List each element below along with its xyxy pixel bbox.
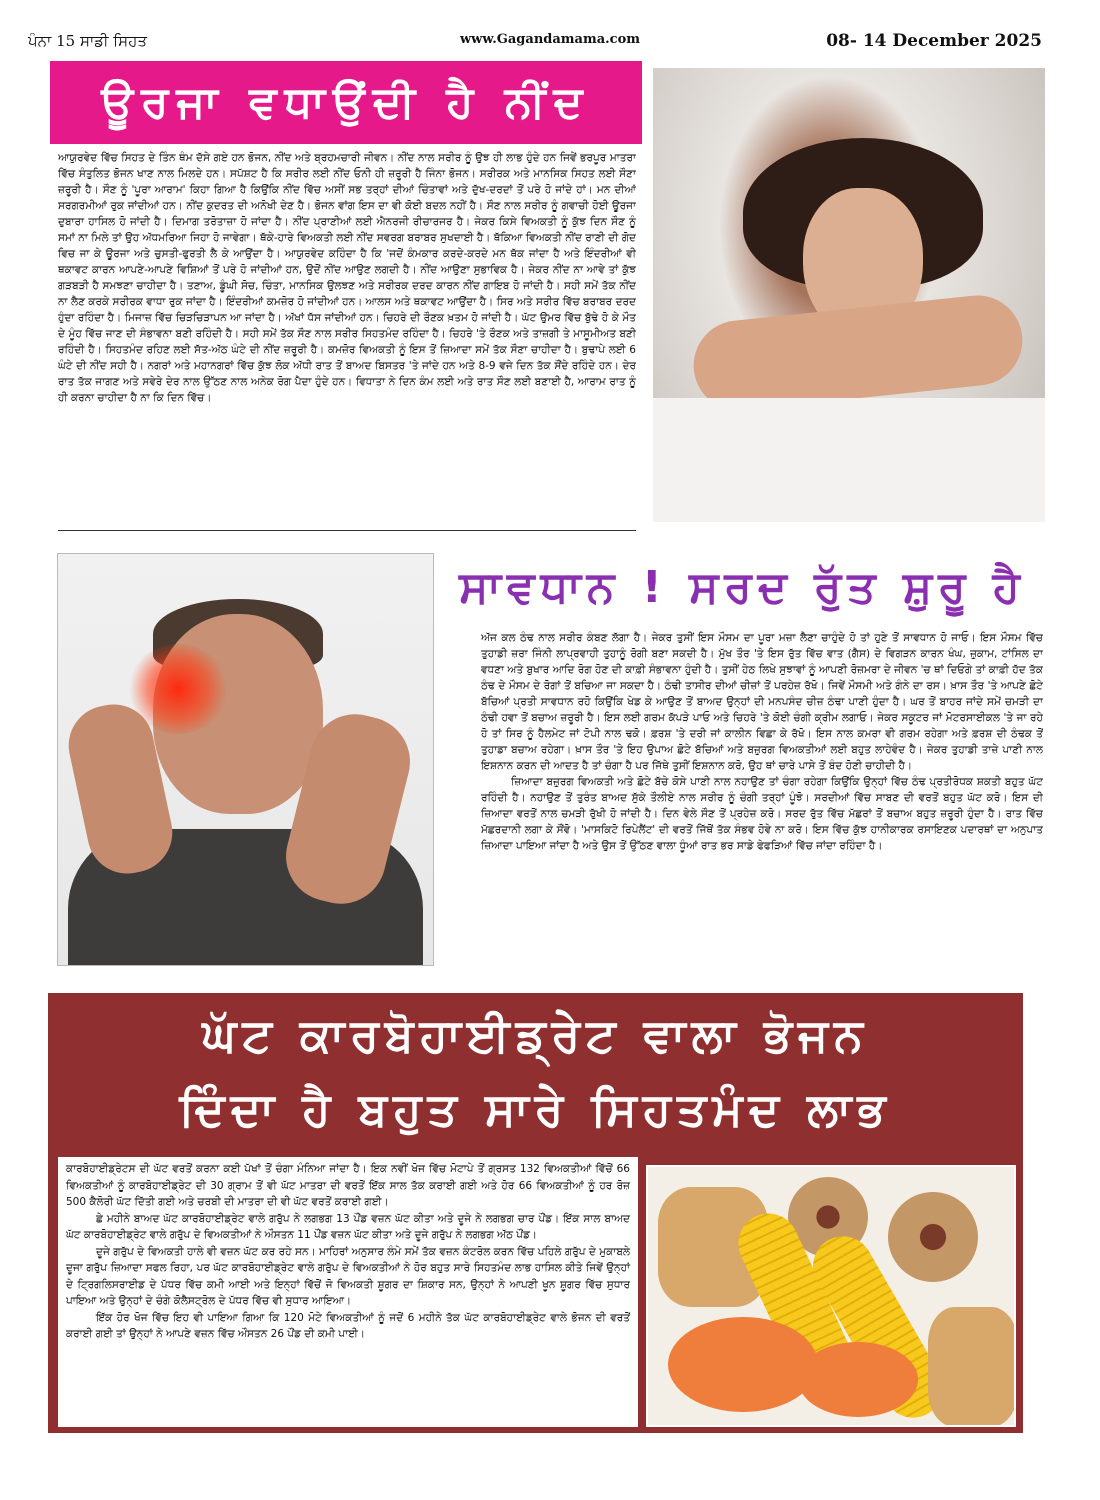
article3-para1: ਕਾਰਬੋਹਾਈਡ੍ਰੇਟਸ ਦੀ ਘੱਟ ਵਰਤੋਂ ਕਰਨਾ ਕਈ ਪੱਖਾਂ ਤੋਂ ਚੰਗਾ ਮੰਨਿਆ ਜਾਂਦਾ ਹੈ। ਇਕ ਨਵੀਂ ਖੋਜ ਵਿੱਚ ਮੋਟਾਪੇ ਤੋਂ ਗ੍ਰਸਤ 132 ਵਿਅਕਤੀਆਂ ਵਿੱਚੋਂ 66 ਵਿਅਕਤੀਆਂ ਨੂੰ ਕਾਰਬੋਹਾਈਡ੍ਰੇਟ ਦੀ 30 ਗ੍ਰਾਮ ਤੋਂ ਵੀ ਘੱਟ ਮਾਤਰਾ ਦੀ ਵਰਤੋਂ ਇੱਕ ਸਾਲ ਤੱਕ ਕਰਾਈ ਗਈ ਅਤੇ ਹੋਰ 66 ਵਿਅਕਤੀਆਂ ਨੂੰ ਹਰ ਰੋਜ਼ 500 ਕੈਲੋਰੀ ਘੱਟ ਦਿੱਤੀ ਗਈ ਅਤੇ ਚਰਬੀ ਦੀ ਮਾਤਰਾ ਦੀ ਵੀ ਘੱਟ ਵਰਤੋਂ ਕਰਾਈ ਗਈ। [66,1163,630,1208]
article3-para3: ਦੂਜੇ ਗਰੁੱਪ ਦੇ ਵਿਅਕਤੀ ਹਾਲੇ ਵੀ ਵਜ਼ਨ ਘੱਟ ਕਰ ਰਹੇ ਸਨ। ਮਾਹਿਰਾਂ ਅਨੁਸਾਰ ਲੰਮੇ ਸਮੇਂ ਤੱਕ ਵਜ਼ਨ ਕੰਟਰੋਲ ਕਰਨ ਵਿੱਚ ਪਹਿਲੇ ਗਰੁੱਪ ਦੇ ਮੁਕਾਬਲੇ ਦੂਜਾ ਗਰੁੱਪ ਜ਼ਿਆਦਾ ਸਫਲ ਰਿਹਾ, ਪਰ ਘੱਟ ਕਾਰਬੋਹਾਈਡ੍ਰੇਟ ਵਾਲੇ ਗਰੁੱਪ ਦੇ ਵਿਅਕਤੀਆਂ ਨੇ ਹੋਰ ਬਹੁਤ ਸਾਰੇ ਸਿਹਤਮੰਦ ਲਾਭ ਹਾਸਿਲ ਕੀਤੇ ਜਿਵੇਂ ਉਨ੍ਹਾਂ ਦੇ ਟ੍ਰਿਗਲਿਸਰਾਈਡ ਦੇ ਪੱਧਰ ਵਿੱਚ ਕਮੀ ਆਈ ਅਤੇ ਇਨ੍ਹਾਂ ਵਿੱਚੋਂ ਜੋ ਵਿਅਕਤੀ ਸ਼ੂਗਰ ਦਾ ਸ਼ਿਕਾਰ ਸਨ, ਉਨ੍ਹਾਂ ਨੇ ਆਪਣੀ ਖੂਨ ਸ਼ੂਗਰ ਵਿੱਚ ਸੁਧਾਰ ਪਾਇਆ ਅਤੇ ਉਨ੍ਹਾਂ ਦੇ ਚੰਗੇ ਕੋਲੈਸਟ੍ਰੋਲ ਦੇ ਪੱਧਰ ਵਿੱਚ ਵੀ ਸੁਧਾਰ ਆਇਆ। [66,1245,630,1307]
article3-title-line2: ਦਿੰਦਾ ਹੈ ਬਹੁਤ ਸਾਰੇ ਸਿਹਤਮੰਦ ਲਾਭ [179,1082,892,1136]
article3-para2: ਛੇ ਮਹੀਨੇ ਬਾਅਦ ਘੱਟ ਕਾਰਬੋਹਾਈਡ੍ਰੇਟ ਵਾਲੇ ਗਰੁੱਪ ਨੇ ਲਗਭਗ 13 ਪੌਂਡ ਵਜ਼ਨ ਘੱਟ ਕੀਤਾ ਅਤੇ ਦੂਜੇ ਨੇ ਲਗਭਗ ਚਾਰ ਪੌਂਡ। ਇੱਕ ਸਾਲ ਬਾਅਦ ਘੱਟ ਕਾਰਬੋਹਾਈਡ੍ਰੇਟ ਵਾਲੇ ਗਰੁੱਪ ਦੇ ਵਿਅਕਤੀਆਂ ਨੇ ਔਸਤਨ 11 ਪੌਂਡ ਵਜ਼ਨ ਘੱਟ ਕੀਤਾ ਅਤੇ ਦੂਜੇ ਗਰੁੱਪ ਨੇ ਲਗਭਗ ਅੱਠ ਪੌਂਡ। [66,1212,630,1241]
article3-box [48,993,1023,1433]
article3-body [58,1157,638,1427]
article3-title-line1: ਘੱਟ ਕਾਰਬੋਹਾਈਡ੍ਰੇਟ ਵਾਲਾ ਭੋਜਨ [202,1008,869,1062]
page-header [0,0,1100,58]
article3-title [48,993,1023,1149]
low-carb-food-image [646,1165,1016,1427]
article2-body [481,630,1043,966]
article2-para2: ਜ਼ਿਆਦਾ ਬਜ਼ੁਰਗ ਵਿਅਕਤੀ ਅਤੇ ਛੋਟੇ ਬੱਚੇ ਕੋਸੇ ਪਾਣੀ ਨਾਲ ਨਹਾਉਣ ਤਾਂ ਚੰਗਾ ਰਹੇਗਾ ਕਿਉਂਕਿ ਉਨ੍ਹਾਂ ਵਿੱਚ ਠੰਢ ਪ੍ਰਤੀਰੋਧਕ ਸ਼ਕਤੀ ਬਹੁਤ ਘੱਟ ਰਹਿੰਦੀ ਹੈ। ਨਹਾਉਣ ਤੋਂ ਤੁਰੰਤ ਬਾਅਦ ਸੁੱਕੇ ਤੌਲੀਏ ਨਾਲ ਸਰੀਰ ਨੂੰ ਚੰਗੀ ਤਰ੍ਹਾਂ ਪੂੰਝੋ। ਸਰਦੀਆਂ ਵਿੱਚ ਸਾਬਣ ਦੀ ਵਰਤੋਂ ਬਹੁਤ ਘੱਟ ਕਰੋ। ਇਸ ਦੀ ਜ਼ਿਆਦਾ ਵਰਤੋਂ ਨਾਲ ਚਮੜੀ ਰੁੱਖੀ ਹੋ ਜਾਂਦੀ ਹੈ। ਦਿਨ ਵੇਲੇ ਸੌਣ ਤੋਂ ਪ੍ਰਹੇਜ਼ ਕਰੋ। ਸਰਦ ਰੁੱਤ ਵਿੱਚ ਮੱਛਰਾਂ ਤੋਂ ਬਚਾਅ ਬਹੁਤ ਜ਼ਰੂਰੀ ਹੁੰਦਾ ਹੈ। ਰਾਤ ਵਿੱਚ ਮੱਛਰਦਾਨੀ ਲਗਾ ਕੇ ਸੌਂਵੋ। 'ਮਾਸਕਿਟੋ ਰਿਪੇਲੈਂਟ' ਦੀ ਵਰਤੋਂ ਜਿੱਥੋਂ ਤੱਕ ਸੰਭਵ ਹੋਵੇ ਨਾ ਕਰੋ। ਇਸ ਵਿੱਚ ਕੁੱਝ ਹਾਨੀਕਾਰਕ ਰਸਾਇਣਕ ਪਦਾਰਥਾਂ ਦਾ ਅਨੁਪਾਤ ਜ਼ਿਆਦਾ ਪਾਇਆ ਜਾਂਦਾ ਹੈ ਅਤੇ ਉਸ ਤੋਂ ਉੱਠਣ ਵਾਲਾ ਧੂੰਆਂ ਰਾਤ ਭਰ ਸਾਡੇ ਫੇਫੜਿਆਂ ਵਿੱਚ ਜਾਂਦਾ ਰਹਿੰਦਾ ਹੈ। [481,776,1043,852]
article1-title: ਊਰਜਾ ਵਧਾਉਂਦੀ ਹੈ ਨੀਂਦ [50,61,642,144]
article3-para4: ਇੱਕ ਹੋਰ ਖੋਜ ਵਿੱਚ ਇਹ ਵੀ ਪਾਇਆ ਗਿਆ ਕਿ 120 ਮੋਟੇ ਵਿਅਕਤੀਆਂ ਨੂੰ ਜਦੋਂ 6 ਮਹੀਨੇ ਤੱਕ ਘੱਟ ਕਾਰਬੋਹਾਈਡ੍ਰੇਟ ਵਾਲੇ ਭੋਜਨ ਦੀ ਵਰਤੋਂ ਕਰਾਈ ਗਈ ਤਾਂ ਉਨ੍ਹਾਂ ਨੇ ਆਪਣੇ ਵਜ਼ਨ ਵਿੱਚ ਔਸਤਨ 26 ਪੌਂਡ ਦੀ ਕਮੀ ਪਾਈ। [66,1311,630,1340]
issue-date: 08- 14 December 2025 [826,31,1042,51]
website-url[interactable]: www.Gagandamama.com [459,32,641,47]
article1-body: ਆਯੁਰਵੇਦ ਵਿੱਚ ਸਿਹਤ ਦੇ ਤਿੰਨ ਥੰਮ ਦੱਸੇ ਗਏ ਹਨ ਭੋਜਨ, ਨੀਂਦ ਅਤੇ ਬ੍ਰਹਮਚਾਰੀ ਜੀਵਨ। ਨੀਂਦ ਨਾਲ ਸਰੀਰ ਨੂੰ ਉਝ ਹੀ ਲਾਭ ਹੁੰਦੇ ਹਨ ਜਿਵੇਂ ਭਰਪੂਰ ਮਾਤਰਾ ਵਿੱਚ ਸੰਤੁਲਿਤ ਭੋਜਨ ਖਾਣ ਨਾਲ ਮਿਲਦੇ ਹਨ। ਸਪੱਸ਼ਟ ਹੈ ਕਿ ਸਰੀਰ ਲਈ ਨੀਂਦ ਓਨੀ ਹੀ ਜ਼ਰੂਰੀ ਹੈ ਜਿੰਨਾ ਭੋਜਨ। ਸਰੀਰਕ ਅਤੇ ਮਾਨਸਿਕ ਸਿਹਤ ਲਈ ਸੌਣਾ ਜ਼ਰੂਰੀ ਹੈ। ਸੌਣ ਨੂੰ 'ਪੂਰਾ ਆਰਾਮ' ਕਿਹਾ ਗਿਆ ਹੈ ਕਿਉਂਕਿ ਨੀਂਦ ਵਿੱਚ ਅਸੀਂ ਸਭ ਤਰ੍ਹਾਂ ਦੀਆਂ ਚਿੰਤਾਵਾਂ ਅਤੇ ਦੁੱਖ-ਦਰਦਾਂ ਤੋਂ ਪਰੇ ਹੋ ਜਾਂਦੇ ਹਾਂ। ਮਨ ਦੀਆਂ ਸਰਗਰਮੀਆਂ ਰੁਕ ਜਾਂਦੀਆਂ ਹਨ। ਨੀਂਦ ਕੁਦਰਤ ਦੀ ਅਨੋਖੀ ਦੇਣ ਹੈ। ਭੋਜਨ ਵਾਂਗ ਇਸ ਦਾ ਵੀ ਕੋਈ ਬਦਲ ਨਹੀਂ ਹੈ। ਸੌਣ ਨਾਲ ਸਰੀਰ ਨੂੰ ਗਵਾਚੀ ਹੋਈ ਊਰਜਾ ਦੁਬਾਰਾ ਹਾਸਿਲ ਹੋ ਜਾਂਦੀ ਹੈ। ਦਿਮਾਗ ਤਰੋਤਾਜ਼ਾ ਹੋ ਜਾਂਦਾ ਹੈ। ਨੀਂਦ ਪ੍ਰਾਣੀਆਂ ਲਈ ਐਨਰਜੀ ਰੀਚਾਰਜਰ ਹੈ। ਜੇਕਰ ਕਿਸੇ ਵਿਅਕਤੀ ਨੂੰ ਕੁੱਝ ਦਿਨ ਸੌਣ ਨੂੰ ਸਮਾਂ ਨਾ ਮਿਲੇ ਤਾਂ ਉਹ ਅੱਧਮਰਿਆ ਜਿਹਾ ਹੋ ਜਾਵੇਗਾ। ਥੱਕੇ-ਹਾਰੇ ਵਿਅਕਤੀ ਲਈ ਨੀਂਦ ਸਵਰਗ ਬਰਾਬਰ ਸੁਖਦਾਈ ਹੈ। ਥੱਕਿਆ ਵਿਅਕਤੀ ਨੀਂਦ ਰਾਣੀ ਦੀ ਗੋਦ ਵਿਚ ਜਾ ਕੇ ਊਰਜਾ ਅਤੇ ਚੁਸਤੀ-ਫੁਰਤੀ ਲੈ ਕੇ ਆਉਂਦਾ ਹੈ। ਆਯੁਰਵੇਦ ਕਹਿੰਦਾ ਹੈ ਕਿ 'ਜਦੋਂ ਕੰਮਕਾਰ ਕਰਦੇ-ਕਰਦੇ ਮਨ ਥੱਕ ਜਾਂਦਾ ਹੈ ਅਤੇ ਇੰਦਰੀਆਂ ਵੀ ਥਕਾਵਟ ਕਾਰਨ ਆਪਣੇ-ਆਪਣੇ ਵਿਸ਼ਿਆਂ ਤੋਂ ਪਰੇ ਹੋ ਜਾਂਦੀਆਂ ਹਨ, ਉਦੋਂ ਨੀਂਦ ਆਉਣ ਲਗਦੀ ਹੈ। ਨੀਂਦ ਆਉਣਾ ਸੁਭਾਵਿਕ ਹੈ। ਜੇਕਰ ਨੀਂਦ ਨਾ ਆਵੇ ਤਾਂ ਕੁੱਝ ਗੜਬੜੀ ਹੈ ਸਮਝਣਾ ਚਾਹੀਦਾ ਹੈ। ਤਣਾਅ, ਡੂੰਘੀ ਸੋਚ, ਚਿੰਤਾ, ਮਾਨਸਿਕ ਉਲਝਣ ਅਤੇ ਸਰੀਰਕ ਦਰਦ ਕਾਰਨ ਨੀਂਦ ਗਾਇਬ ਹੋ ਜਾਂਦੀ ਹੈ। ਸਹੀ ਸਮੇਂ ਤੱਕ ਨੀਂਦ ਨਾ ਲੈਣ ਕਰਕੇ ਸਰੀਰਕ ਵਾਧਾ ਰੁਕ ਜਾਂਦਾ ਹੈ। ਇੰਦਰੀਆਂ ਕਮਜ਼ੋਰ ਹੋ ਜਾਂਦੀਆਂ ਹਨ। ਆਲਸ ਅਤੇ ਥਕਾਵਟ ਆਉਂਦਾ ਹੈ। ਸਿਰ ਅਤੇ ਸਰੀਰ ਵਿੱਚ ਬਰਾਬਰ ਦਰਦ ਹੁੰਦਾ ਰਹਿੰਦਾ ਹੈ। ਮਿਜਾਜ਼ ਵਿੱਚ ਚਿੜਚਿੜਾਪਨ ਆ ਜਾਂਦਾ ਹੈ। ਅੱਖਾਂ ਧੱਸ ਜਾਂਦੀਆਂ ਹਨ। ਚਿਹਰੇ ਦੀ ਰੌਣਕ ਖ਼ਤਮ ਹੋ ਜਾਂਦੀ ਹੈ। ਘੱਟ ਉਮਰ ਵਿੱਚ ਬੁੱਢੇ ਹੋ ਕੇ ਮੌਤ ਦੇ ਮੂੰਹ ਵਿੱਚ ਜਾਣ ਦੀ ਸੰਭਾਵਨਾ ਬਣੀ ਰਹਿੰਦੀ ਹੈ। ਸਹੀ ਸਮੇਂ ਤੱਕ ਸੌਣ ਨਾਲ ਸਰੀਰ ਸਿਹਤਮੰਦ ਰਹਿੰਦਾ ਹੈ। ਚਿਹਰੇ 'ਤੇ ਰੌਣਕ ਅਤੇ ਤਾਜ਼ਗੀ ਤੇ ਮਾਸੂਮੀਅਤ ਬਣੀ ਰਹਿੰਦੀ ਹੈ। ਸਿਹਤਮੰਦ ਰਹਿਣ ਲਈ ਸੱਤ-ਅੱਠ ਘੰਟੇ ਦੀ ਨੀਂਦ ਜ਼ਰੂਰੀ ਹੈ। ਕਮਜ਼ੋਰ ਵਿਅਕਤੀ ਨੂੰ ਇਸ ਤੋਂ ਜ਼ਿਆਦਾ ਸਮੇਂ ਤੱਕ ਸੌਣਾ ਚਾਹੀਦਾ ਹੈ। ਬੁਢਾਪੇ ਲਈ 6 ਘੰਟੇ ਦੀ ਨੀਂਦ ਸਹੀ ਹੈ। ਨਗਰਾਂ ਅਤੇ ਮਹਾਨਗਰਾਂ ਵਿੱਚ ਕੁੱਝ ਲੋਕ ਅੱਧੀ ਰਾਤ ਤੋਂ ਬਾਅਦ ਬਿਸਤਰ 'ਤੇ ਜਾਂਦੇ ਹਨ ਅਤੇ 8-9 ਵਜੇ ਦਿਨ ਤੱਕ ਸੌਂਦੇ ਰਹਿੰਦੇ ਹਨ। ਦੇਰ ਰਾਤ ਤੱਕ ਜਾਗਣ ਅਤੇ ਸਵੇਰੇ ਦੇਰ ਨਾਲ ਉੱਠਣ ਨਾਲ ਅਨੇਕ ਰੋਗ ਪੈਦਾ ਹੁੰਦੇ ਹਨ। ਵਿਧਾਤਾ ਨੇ ਦਿਨ ਕੰਮ ਲਈ ਅਤੇ ਰਾਤ ਸੌਣ ਲਈ ਬਣਾਈ ਹੈ, ਆਰਾਮ ਰਾਤ ਨੂੰ ਹੀ ਕਰਨਾ ਚਾਹੀਦਾ ਹੈ ਨਾ ਕਿ ਦਿਨ ਵਿੱਚ। [58,150,636,531]
article2-para1: ਅੱਜ ਕਲ ਠੰਢ ਨਾਲ ਸਰੀਰ ਕੰਬਣ ਲੱਗਾ ਹੈ। ਜੇਕਰ ਤੁਸੀਂ ਇਸ ਮੌਸਮ ਦਾ ਪੂਰਾ ਮਜ਼ਾ ਲੈਣਾ ਚਾਹੁੰਦੇ ਹੋ ਤਾਂ ਹੁਣੇ ਤੋਂ ਸਾਵਧਾਨ ਹੋ ਜਾਓ। ਇਸ ਮੌਸਮ ਵਿੱਚ ਤੁਹਾਡੀ ਜ਼ਰਾ ਜਿੰਨੀ ਲਾਪ੍ਰਵਾਹੀ ਤੁਹਾਨੂੰ ਰੋਗੀ ਬਣਾ ਸਕਦੀ ਹੈ। ਮੁੱਖ ਤੌਰ 'ਤੇ ਇਸ ਰੁੱਤ ਵਿੱਚ ਵਾਤ (ਗੈਸ) ਦੇ ਵਿਗੜਨ ਕਾਰਨ ਖੰਘ, ਜ਼ੁਕਾਮ, ਟਾਂਸਿਲ ਦਾ ਵਧਣਾ ਅਤੇ ਬੁਖਾਰ ਆਦਿ ਰੋਗ ਹੋਣ ਦੀ ਕਾਫ਼ੀ ਸੰਭਾਵਨਾ ਹੁੰਦੀ ਹੈ। ਤੁਸੀਂ ਹੇਠ ਲਿਖੇ ਸੁਝਾਵਾਂ ਨੂੰ ਆਪਣੀ ਰੋਜ਼ਮਰਾ ਦੇ ਜੀਵਨ 'ਚ ਥਾਂ ਦਿਓਗੇ ਤਾਂ ਕਾਫ਼ੀ ਹੱਦ ਤੱਕ ਠੰਢ ਦੇ ਮੌਸਮ ਦੇ ਰੋਗਾਂ ਤੋਂ ਬਚਿਆ ਜਾ ਸਕਦਾ ਹੈ। ਠੰਢੀ ਤਾਸੀਰ ਦੀਆਂ ਚੀਜ਼ਾਂ ਤੋਂ ਪਰਹੇਜ਼ ਰੱਖੋ। ਜਿਵੇਂ ਮੌਸਮੀ ਅਤੇ ਗੰਨੇ ਦਾ ਰਸ। ਖ਼ਾਸ ਤੌਰ 'ਤੇ ਆਪਣੇ ਛੋਟੇ ਬੱਚਿਆਂ ਪ੍ਰਤੀ ਸਾਵਧਾਨ ਰਹੋ ਕਿਉਂਕਿ ਖੇਡ ਕੇ ਆਉਣ ਤੋਂ ਬਾਅਦ ਉਨ੍ਹਾਂ ਦੀ ਮਨਪਸੰਦ ਚੀਜ਼ ਠੰਢਾ ਪਾਣੀ ਹੁੰਦਾ ਹੈ। ਘਰ ਤੋਂ ਬਾਹਰ ਜਾਂਦੇ ਸਮੇਂ ਚਮੜੀ ਦਾ ਠੰਢੀ ਹਵਾ ਤੋਂ ਬਚਾਅ ਜ਼ਰੂਰੀ ਹੈ। ਇਸ ਲਈ ਗਰਮ ਕੱਪੜੇ ਪਾਓ ਅਤੇ ਚਿਹਰੇ 'ਤੇ ਕੋਈ ਚੰਗੀ ਕ੍ਰੀਮ ਲਗਾਓ। ਜੇਕਰ ਸਕੂਟਰ ਜਾਂ ਮੋਟਰਸਾਈਕਲ 'ਤੇ ਜਾ ਰਹੇ ਹੋ ਤਾਂ ਸਿਰ ਨੂੰ ਹੈਲਮੇਟ ਜਾਂ ਟੋਪੀ ਨਾਲ ਢਕੋ। ਫ਼ਰਸ਼ 'ਤੇ ਦਰੀ ਜਾਂ ਕਾਲੀਨ ਵਿਛਾ ਕੇ ਰੱਖੋ। ਇਸ ਨਾਲ ਕਮਰਾ ਵੀ ਗਰਮ ਰਹੇਗਾ ਅਤੇ ਫ਼ਰਸ਼ ਦੀ ਠੰਢਕ ਤੋਂ ਤੁਹਾਡਾ ਬਚਾਅ ਰਹੇਗਾ। ਖ਼ਾਸ ਤੌਰ 'ਤੇ ਇਹ ਉਪਾਅ ਛੋਟੇ ਬੱਚਿਆਂ ਅਤੇ ਬਜ਼ੁਰਗ ਵਿਅਕਤੀਆਂ ਲਈ ਬਹੁਤ ਲਾਹੇਵੰਦ ਹੈ। ਜੇਕਰ ਤੁਹਾਡੀ ਤਾਜ਼ੇ ਪਾਣੀ ਨਾਲ ਇਸ਼ਨਾਨ ਕਰਨ ਦੀ ਆਦਤ ਹੈ ਤਾਂ ਚੰਗਾ ਹੈ ਪਰ ਜਿੱਥੇ ਤੁਸੀਂ ਇਸ਼ਨਾਨ ਕਰੋ, ਉਹ ਥਾਂ ਚਾਰੇ ਪਾਸੇ ਤੋਂ ਬੰਦ ਹੋਣੀ ਚਾਹੀਦੀ ਹੈ। [481,632,1043,772]
page-number-section: ਪੰਨਾ 15 ਸਾਡੀ ਸਿਹਤ [28,32,147,50]
headache-man-image [57,553,434,966]
article2-title: ਸਾਵਧਾਨ ! ਸਰਦ ਰੁੱਤ ਸ਼ੁਰੂ ਹੈ [459,561,1026,613]
sleeping-woman-image [653,68,1045,522]
